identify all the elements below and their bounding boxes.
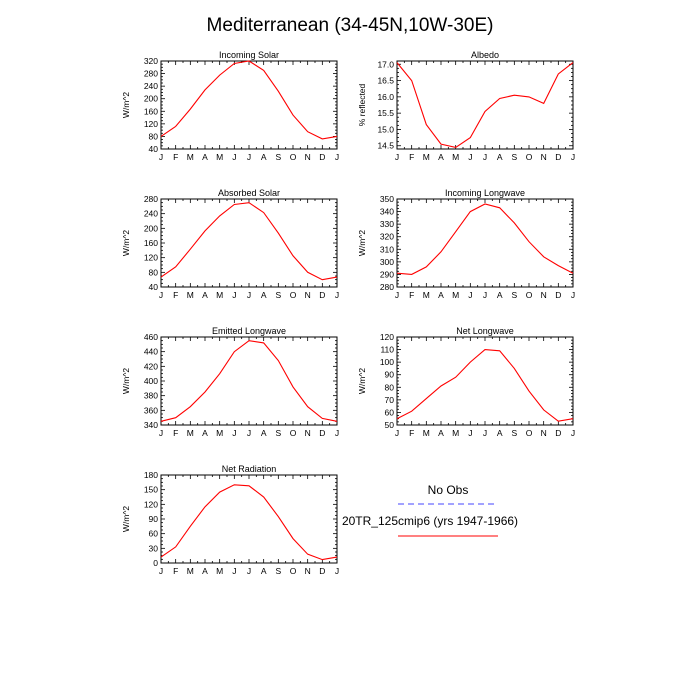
x-tick-label: M	[216, 566, 224, 576]
x-tick-label: S	[511, 290, 518, 300]
panel-title-incoming-longwave: Incoming Longwave	[444, 188, 526, 198]
y-tick-label: 40	[148, 144, 158, 154]
y-tick-label: 40	[148, 282, 158, 292]
y-tick-label: 100	[379, 357, 394, 368]
x-tick-label: A	[202, 428, 208, 438]
panel-emitted-longwave	[121, 326, 339, 438]
x-tick-label: N	[304, 290, 311, 300]
x-tick-label: D	[555, 152, 562, 162]
y-tick-label: 16.0	[377, 91, 394, 102]
x-tick-label: D	[555, 290, 562, 300]
x-tick-label: O	[289, 566, 297, 576]
y-tick-label: 80	[148, 267, 158, 278]
y-tick-label: 14.5	[377, 140, 394, 151]
y-tick-label: 30	[148, 543, 158, 554]
x-tick-label: N	[540, 152, 547, 162]
x-tick-label: O	[525, 290, 533, 300]
x-tick-label: J	[334, 290, 340, 300]
panels	[121, 50, 575, 576]
x-tick-label: N	[304, 428, 311, 438]
panel-incoming-longwave	[357, 188, 575, 300]
y-tick-label: 50	[384, 420, 394, 430]
panel-title-albedo: Albedo	[470, 50, 500, 60]
x-tick-label: A	[496, 428, 503, 438]
x-tick-label: A	[260, 428, 267, 438]
x-tick-label: J	[394, 290, 400, 300]
x-tick-label: D	[555, 428, 562, 438]
x-tick-label: S	[511, 428, 518, 438]
x-tick-label: M	[422, 290, 430, 300]
plot-frame-albedo	[397, 61, 573, 149]
y-tick-label: 280	[379, 282, 394, 292]
panel-title-net-longwave: Net Longwave	[456, 326, 514, 336]
y-axis-label-albedo: % reflected	[357, 83, 367, 127]
panel-absorbed-solar	[121, 188, 339, 300]
x-tick-label: M	[422, 428, 430, 438]
x-tick-label: J	[334, 152, 340, 162]
x-tick-label: A	[202, 152, 208, 162]
series-line-net-radiation	[161, 485, 337, 560]
x-tick-label: J	[468, 428, 473, 438]
panel-title-emitted-longwave: Emitted Longwave	[211, 326, 287, 336]
series-line-emitted-longwave	[161, 341, 337, 422]
y-tick-label: 120	[143, 499, 158, 510]
x-tick-label: J	[246, 290, 252, 300]
y-axis-label-incoming-solar: W/m^2	[121, 91, 131, 119]
y-axis-label-net-longwave: W/m^2	[357, 367, 367, 395]
x-tick-label: N	[304, 152, 311, 162]
y-tick-label: 440	[143, 346, 158, 357]
x-tick-label: D	[319, 428, 326, 438]
x-tick-label: S	[275, 566, 282, 576]
y-tick-label: 120	[379, 332, 394, 342]
y-tick-label: 16.5	[377, 75, 394, 86]
x-tick-label: A	[260, 566, 267, 576]
panel-title-incoming-solar: Incoming Solar	[218, 50, 280, 60]
x-tick-label: J	[334, 428, 340, 438]
y-tick-label: 350	[379, 194, 394, 204]
x-tick-label: M	[216, 290, 224, 300]
y-tick-label: 300	[379, 256, 394, 267]
x-tick-label: F	[173, 290, 179, 300]
y-axis-label-absorbed-solar: W/m^2	[121, 229, 131, 257]
x-tick-label: S	[275, 152, 282, 162]
x-tick-label: M	[216, 428, 224, 438]
x-tick-label: F	[409, 428, 415, 438]
x-tick-label: J	[468, 290, 473, 300]
panel-title-net-radiation: Net Radiation	[221, 464, 277, 474]
x-tick-label: M	[186, 566, 194, 576]
plot-frame-emitted-longwave	[161, 337, 337, 425]
x-tick-label: J	[246, 566, 252, 576]
y-tick-label: 330	[379, 219, 394, 230]
y-tick-label: 160	[143, 238, 158, 248]
y-axis-label-emitted-longwave: W/m^2	[121, 367, 131, 395]
y-tick-label: 460	[143, 332, 158, 342]
x-tick-label: J	[232, 428, 237, 438]
x-tick-label: M	[452, 152, 460, 162]
x-tick-label: A	[260, 290, 267, 300]
x-tick-label: O	[289, 152, 297, 162]
x-tick-label: A	[438, 428, 444, 438]
y-tick-label: 15.5	[377, 108, 394, 119]
x-tick-label: F	[173, 566, 179, 576]
y-tick-label: 320	[379, 231, 394, 242]
x-tick-label: D	[319, 566, 326, 576]
x-tick-label: J	[232, 290, 237, 300]
y-tick-label: 340	[379, 206, 394, 217]
x-tick-label: O	[289, 290, 297, 300]
y-tick-label: 280	[143, 194, 158, 204]
legend-obs-label: No Obs	[427, 483, 469, 497]
x-tick-label: J	[468, 152, 473, 162]
y-tick-label: 240	[143, 208, 158, 219]
x-tick-label: J	[482, 290, 488, 300]
x-tick-label: J	[482, 152, 488, 162]
panel-albedo	[357, 50, 575, 162]
y-tick-label: 200	[143, 223, 158, 234]
x-tick-label: S	[275, 290, 282, 300]
y-tick-label: 400	[143, 376, 158, 386]
x-tick-label: A	[496, 152, 503, 162]
x-tick-label: S	[511, 152, 518, 162]
x-tick-label: J	[570, 428, 576, 438]
legend	[342, 483, 518, 536]
y-tick-label: 60	[384, 407, 394, 418]
x-tick-label: J	[570, 290, 576, 300]
x-tick-label: F	[173, 152, 179, 162]
x-tick-label: J	[394, 428, 400, 438]
y-tick-label: 90	[148, 514, 158, 524]
x-tick-label: A	[260, 152, 267, 162]
x-tick-label: O	[525, 428, 533, 438]
x-tick-label: M	[422, 152, 430, 162]
panel-net-longwave	[357, 326, 575, 438]
y-tick-label: 80	[148, 131, 158, 142]
x-tick-label: A	[496, 290, 503, 300]
x-tick-label: A	[438, 290, 444, 300]
x-tick-label: J	[158, 152, 164, 162]
y-tick-label: 15.0	[377, 124, 394, 135]
x-tick-label: A	[202, 290, 208, 300]
y-tick-label: 290	[379, 269, 394, 280]
series-line-albedo	[397, 63, 573, 148]
panel-incoming-solar	[121, 50, 339, 162]
x-tick-label: O	[289, 428, 297, 438]
series-line-absorbed-solar	[161, 203, 337, 280]
y-tick-label: 310	[379, 244, 394, 255]
y-tick-label: 17.0	[377, 59, 394, 70]
x-tick-label: D	[319, 152, 326, 162]
y-tick-label: 280	[143, 68, 158, 79]
y-tick-label: 180	[143, 470, 158, 480]
y-tick-label: 0	[153, 558, 158, 568]
x-tick-label: F	[173, 428, 179, 438]
y-tick-label: 120	[143, 118, 158, 129]
x-tick-label: M	[186, 290, 194, 300]
x-tick-label: M	[216, 152, 224, 162]
panel-net-radiation	[121, 464, 339, 576]
x-tick-label: M	[452, 290, 460, 300]
x-tick-label: A	[202, 566, 208, 576]
y-tick-label: 340	[143, 420, 158, 430]
panel-title-absorbed-solar: Absorbed Solar	[217, 188, 281, 198]
x-tick-label: J	[246, 428, 252, 438]
x-tick-label: J	[394, 152, 400, 162]
y-tick-label: 80	[384, 382, 394, 393]
y-axis-label-net-radiation: W/m^2	[121, 505, 131, 533]
x-tick-label: J	[570, 152, 576, 162]
y-axis-label-incoming-longwave: W/m^2	[357, 229, 367, 257]
x-tick-label: J	[158, 290, 164, 300]
y-tick-label: 240	[143, 81, 158, 92]
legend-model-label: 20TR_125cmip6 (yrs 1947-1966)	[341, 514, 519, 528]
x-tick-label: J	[232, 566, 237, 576]
series-line-incoming-longwave	[397, 204, 573, 274]
y-tick-label: 120	[143, 252, 158, 263]
x-tick-label: N	[304, 566, 311, 576]
y-tick-label: 150	[143, 484, 158, 495]
y-tick-label: 200	[143, 93, 158, 104]
figure-title: Mediterranean (34-45N,10W-30E)	[206, 15, 494, 36]
x-tick-label: F	[409, 290, 415, 300]
x-tick-label: F	[409, 152, 415, 162]
plot-frame-incoming-solar	[161, 61, 337, 149]
plot-frame-net-radiation	[161, 475, 337, 563]
y-tick-label: 360	[143, 405, 158, 416]
x-tick-label: S	[275, 428, 282, 438]
x-tick-label: J	[246, 152, 252, 162]
x-tick-label: N	[540, 428, 547, 438]
x-tick-label: J	[334, 566, 340, 576]
x-tick-label: J	[232, 152, 237, 162]
y-tick-label: 110	[380, 344, 394, 355]
x-tick-label: D	[319, 290, 326, 300]
plot-frame-incoming-longwave	[397, 199, 573, 287]
y-tick-label: 60	[148, 528, 158, 539]
x-tick-label: O	[525, 152, 533, 162]
y-tick-label: 320	[143, 56, 158, 66]
y-tick-label: 160	[143, 106, 158, 117]
y-tick-label: 90	[384, 369, 394, 380]
series-line-net-longwave	[397, 350, 573, 422]
y-tick-label: 70	[384, 394, 394, 405]
x-tick-label: M	[452, 428, 460, 438]
x-tick-label: M	[186, 152, 194, 162]
x-tick-label: J	[482, 428, 488, 438]
x-tick-label: J	[158, 566, 164, 576]
y-tick-label: 420	[143, 361, 158, 372]
y-tick-label: 380	[143, 390, 158, 401]
x-tick-label: N	[540, 290, 547, 300]
series-line-incoming-solar	[161, 61, 337, 139]
x-tick-label: A	[438, 152, 444, 162]
x-tick-label: J	[158, 428, 164, 438]
x-tick-label: M	[186, 428, 194, 438]
